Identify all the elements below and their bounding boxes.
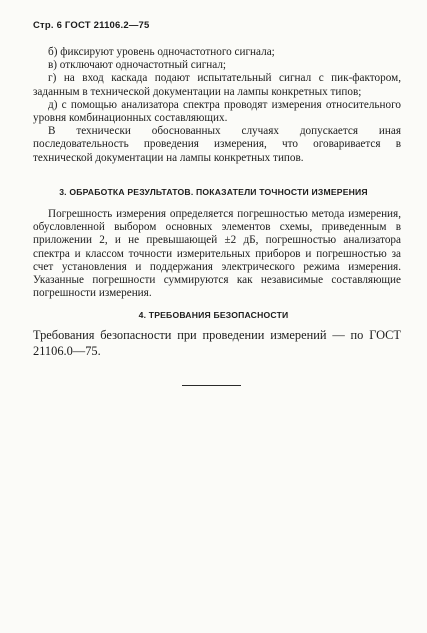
end-rule [182,385,241,386]
measurement-steps [33,46,401,165]
section-3-heading: 3. ОБРАБОТКА РЕЗУЛЬТАТОВ. ПОКАЗАТЕЛИ ТОЧНОСТИ ИЗМЕРЕНИЯ [59,187,368,197]
step-g: г) на вход каскада подают испытательный сигнал с пик-фактором, заданным в технической документации на лампы конкретных типов; [33,72,401,98]
section-4-body [33,328,401,359]
section-3-paragraph: Погрешность измерения определяется погрешностью метода измерения, обусловленной выбором основных элементов схемы, приведенным в приложении 2, и не превышающей ±2 дБ, погрешностью анализатора спектра и классом точности измерительных приборов и погрешностью за счет установления и поддержания электрического режима измерения. Указанные погрешности суммируются как независимые составляющие погрешности измерения. [33,208,401,300]
page-header: Стр. 6 ГОСТ 21106.2—75 [33,20,150,31]
section-3-body [33,208,401,300]
step-v: в) отключают одночастотный сигнал; [48,59,227,72]
step-d: д) с помощью анализатора спектра проводят измерения относительного уровня комбинационных составляющих. [33,98,401,125]
section-4-heading: 4. ТРЕБОВАНИЯ БЕЗОПАСНОСТИ [138,310,289,320]
section-4-paragraph: Требования безопасности при проведении измерений — по ГОСТ 21106.0—75. [33,328,401,358]
step-b: б) фиксируют уровень одночастотного сигнала; [48,46,275,58]
sequence-note: В технически обоснованных случаях допускается иная последовательность проведения измерения, что оговаривается в технической документации на лампы конкретных типов. [33,125,401,164]
